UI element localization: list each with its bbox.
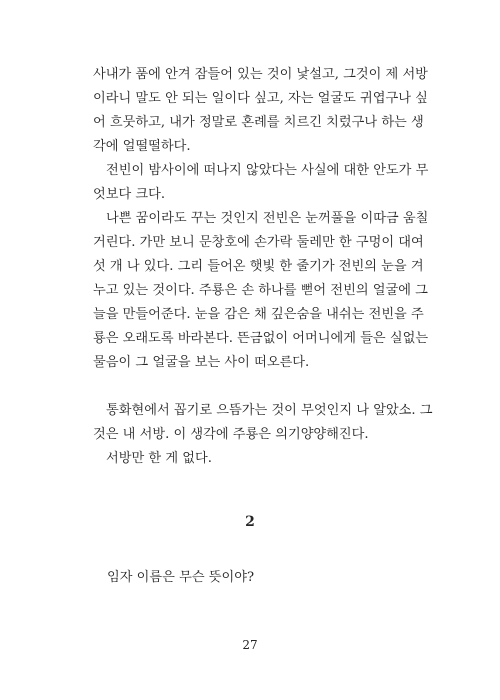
page-number: 27 [242,638,258,652]
section-number: 2 [245,514,255,530]
paragraph-dream: 나쁜 꿈이라도 꾸는 것인지 전빈은 눈꺼풀을 이따금 움칠거린다. 가만 보니 문창호에 손가락 둘레만 한 구멍이 대여섯 개 나 있다. 그리 들어온 햇빛 한 줄기가 전빈의 눈을 겨누고 있는 것이다. 주룡은 손 하나를 뻗어 전빈의 얼굴에 그늘을 만들어준다. 눈을 감은 채 깊은숨을 내쉬는 전빈을 주룡은 오래도록 바라본다. 뜬금없이 어머니에게 들은 실없는 물음이 그 얼굴을 보는 사이 떠오른다. [93,211,429,370]
paragraph-opening: 사내가 품에 안겨 잠들어 있는 것이 낯설고, 그것이 제 서방이라니 말도 안 되는 일이다 싶고, 자는 얼굴도 귀엽구나 싶어 흐뭇하고, 내가 정말로 혼례를 치르긴 치렀구나 하는 생각에 얼떨떨하다. [93,67,428,154]
dialogue-line: 임자 이름은 무슨 뜻이야? [107,570,255,585]
paragraph-tonghwa: 통화현에서 꼽기로 으뜸가는 것이 무엇인지 나 알았소. 그것은 내 서방. 이 생각에 주룡은 의기양양해진다. [93,403,433,442]
paragraph-relief: 전빈이 밤사이에 떠나지 않았다는 사실에 대한 안도가 무엇보다 크다. [93,163,429,202]
paragraph-closing: 서방만 한 게 없다. [106,451,212,466]
